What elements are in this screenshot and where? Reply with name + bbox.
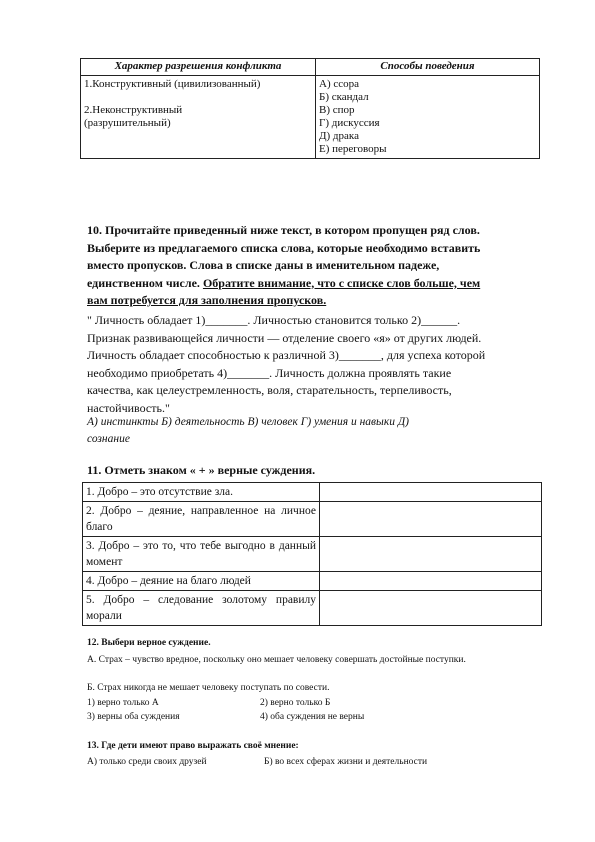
q10-underlined-text: Обратите внимание, что с списке слов больше, чем bbox=[202, 275, 481, 290]
header-resolution-type: Характер разрешения конфликта bbox=[81, 59, 316, 76]
answer-option[interactable]: 2) верно только Б bbox=[260, 698, 331, 708]
question-13-title: 13. Где дети имеют право выражать своё мнение: bbox=[87, 741, 299, 751]
answer-option[interactable]: А) только среди своих друзей bbox=[87, 757, 207, 767]
passage-line: " Личность обладает 1)_______. Личностью становится только 2)______. bbox=[87, 313, 461, 327]
q10-line bbox=[87, 275, 542, 293]
judgement-row bbox=[83, 502, 542, 537]
passage-line: Признак развивающейся личности — отделение своего «я» от других людей. bbox=[87, 330, 482, 345]
nonconstructive-sub-label: (разрушительный) bbox=[84, 117, 171, 129]
statement-a: А. Страх – чувство вредное, поскольку оно мешает человеку совершать достойные поступки. bbox=[87, 655, 466, 665]
judgements-table bbox=[82, 482, 542, 626]
behavior-item: В) спор bbox=[319, 104, 355, 116]
conflict-table-header bbox=[81, 59, 540, 76]
judgement-text: 1. Добро – это отсутствие зла. bbox=[83, 483, 320, 502]
q10-plain-text: единственном числе. bbox=[87, 275, 203, 290]
resolution-types-cell bbox=[81, 76, 316, 159]
answer-option[interactable]: 1) верно только А bbox=[87, 698, 159, 708]
passage-line: качества, как целеустремленность, воля, старательность, терпеливость, bbox=[87, 383, 452, 397]
judgement-text: 2. Добро – деяние, направленное на личное благо bbox=[83, 502, 320, 537]
question-11-title: 11. Отметь знаком « + » верные суждения. bbox=[87, 463, 316, 477]
word-list-line: сознание bbox=[87, 433, 130, 445]
judgement-text: 3. Добро – это то, что тебе выгодно в данный момент bbox=[83, 537, 320, 572]
question-10-word-list bbox=[87, 414, 527, 448]
judgement-text: 5. Добро – следование золотому правилу морали bbox=[83, 591, 320, 626]
judgement-row bbox=[83, 572, 542, 591]
behavior-item: Е) переговоры bbox=[319, 143, 387, 155]
judgement-mark-cell[interactable] bbox=[320, 572, 542, 591]
constructive-label: 1.Конструктивный (цивилизованный) bbox=[84, 78, 261, 90]
q10-line: Выберите из предлагаемого списка слова, которые необходимо вставить bbox=[87, 240, 481, 255]
judgement-mark-cell[interactable] bbox=[320, 483, 542, 502]
question-12-title: 12. Выбери верное суждение. bbox=[87, 638, 211, 648]
passage-line: настойчивость." bbox=[87, 400, 170, 415]
q10-underlined-text: вам потребуется для заполнения пропусков. bbox=[87, 293, 327, 307]
behavior-methods-cell bbox=[316, 76, 540, 159]
judgement-row bbox=[83, 591, 542, 626]
q10-line: 10. Прочитайте приведенный ниже текст, в котором пропущен ряд слов. bbox=[87, 223, 480, 237]
nonconstructive-label: 2.Неконструктивный bbox=[84, 104, 183, 116]
judgement-row bbox=[83, 537, 542, 572]
statement-b: Б. Страх никогда не мешает человеку поступать по совести. bbox=[87, 683, 330, 693]
conflict-table-row bbox=[81, 76, 540, 159]
judgement-text: 4. Добро – деяние на благо людей bbox=[83, 572, 320, 591]
question-10-instructions bbox=[87, 222, 542, 310]
judgement-mark-cell[interactable] bbox=[320, 502, 542, 537]
word-list-line: А) инстинкты Б) деятельность В) человек Г) умения и навыки Д) bbox=[87, 416, 409, 428]
answer-option[interactable]: 4) оба суждения не верны bbox=[260, 712, 365, 722]
behavior-item: Б) скандал bbox=[319, 91, 369, 103]
conflict-table bbox=[80, 58, 540, 159]
answer-option[interactable]: Б) во всех сферах жизни и деятельности bbox=[264, 757, 428, 767]
q10-line: вместо пропусков. Слова в списке даны в именительном падеже, bbox=[87, 258, 440, 272]
judgement-mark-cell[interactable] bbox=[320, 537, 542, 572]
judgement-row bbox=[83, 483, 542, 502]
behavior-item: А) ссора bbox=[319, 78, 360, 90]
passage-line: Личность обладает способностью к различной 3)_______, для успеха которой bbox=[87, 348, 486, 362]
answer-option[interactable]: 3) верны оба суждения bbox=[87, 712, 180, 722]
header-behavior-methods: Способы поведения bbox=[316, 59, 540, 76]
judgement-mark-cell[interactable] bbox=[320, 591, 542, 626]
behavior-item: Д) драка bbox=[319, 130, 359, 142]
question-10-passage bbox=[87, 312, 547, 417]
behavior-item: Г) дискуссия bbox=[319, 117, 380, 129]
passage-line: необходимо приобретать 4)_______. Личность должна проявлять такие bbox=[87, 365, 452, 380]
